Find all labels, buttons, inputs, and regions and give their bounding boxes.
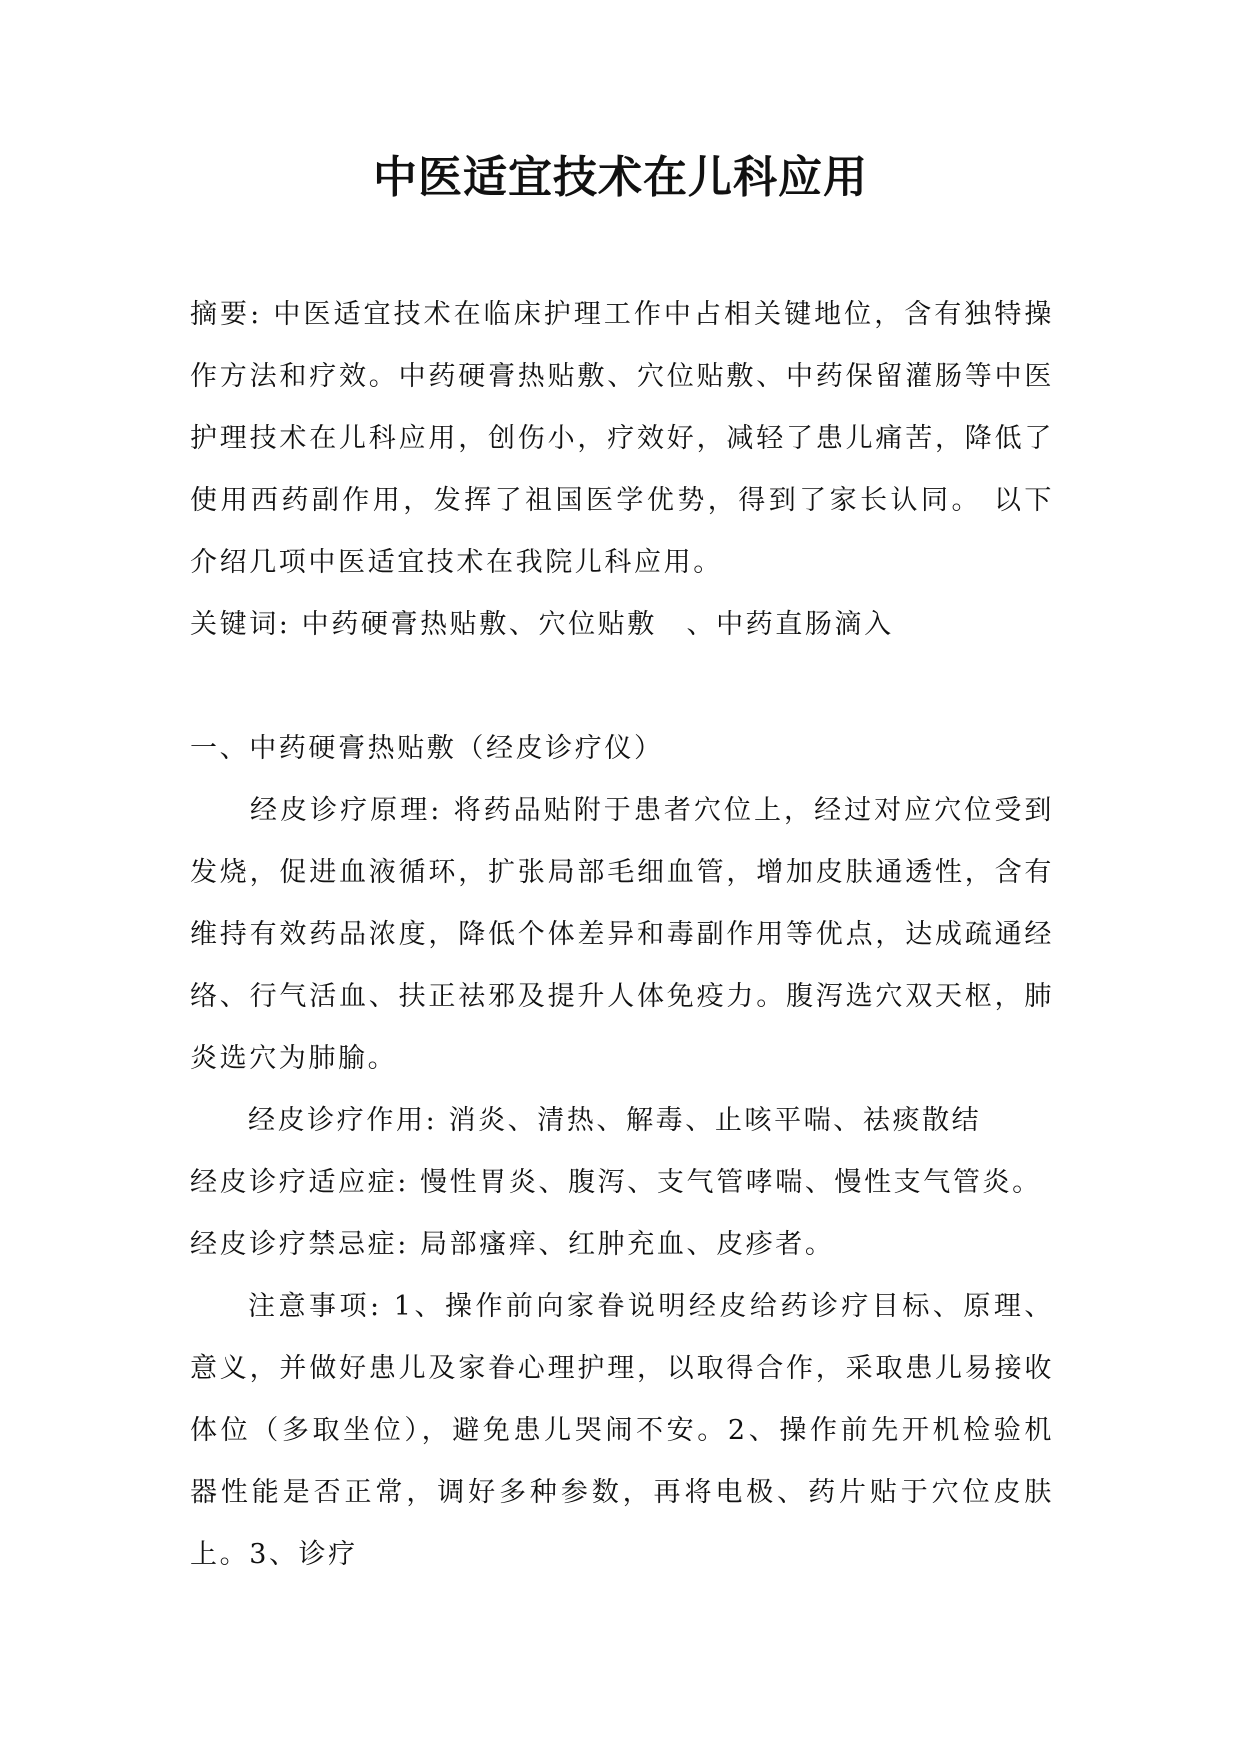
indications-paragraph: 经皮诊疗适应症: 慢性胃炎、腹泻、支气管哮喘、慢性支气管炎。	[190, 1167, 1042, 1198]
keywords-paragraph: 关键词: 中药硬膏热贴敷、穴位贴敷 、中药直肠滴入	[190, 609, 894, 640]
document-body	[190, 284, 1054, 1586]
section-heading: 一、中药硬膏热贴敷（经皮诊疗仪）	[190, 733, 664, 764]
notes-paragraph: 注意事项: 1、操作前向家眷说明经皮给药诊疗目标、原理、意义，并做好患儿及家眷心理护理，以取得合作，采取患儿易接收体位（多取坐位），避免患儿哭闹不安。2、操作前先开机检验机器性能是否正常，调好多种参数，再将电极、药片贴于穴位皮肤上。3、诊疗	[190, 1291, 1054, 1570]
abstract-paragraph: 摘要: 中医适宜技术在临床护理工作中占相关键地位，含有独特操作方法和疗效。中药硬膏热贴敷、穴位贴敷、中药保留灌肠等中医护理技术在儿科应用，创伤小，疗效好，减轻了患儿痛苦，降低了使用西药副作用，发挥了祖国医学优势，得到了家长认同。 以下介绍几项中医适宜技术在我院儿科应用。	[190, 299, 1054, 578]
document-title: 中医适宜技术在儿科应用	[373, 152, 868, 203]
effect-paragraph: 经皮诊疗作用: 消炎、清热、解毒、止咳平喘、祛痰散结	[248, 1105, 982, 1136]
contraindications-paragraph: 经皮诊疗禁忌症: 局部瘙痒、红肿充血、皮疹者。	[190, 1229, 835, 1260]
principle-paragraph: 经皮诊疗原理: 将药品贴附于患者穴位上，经过对应穴位受到发烧，促进血液循环，扩张局部毛细血管，增加皮肤通透性，含有维持有效药品浓度，降低个体差异和毒副作用等优点，达成疏通经络、行气活血、扶正祛邪及提升人体免疫力。腹泻选穴双天枢，肺炎选穴为肺腧。	[190, 795, 1054, 1074]
